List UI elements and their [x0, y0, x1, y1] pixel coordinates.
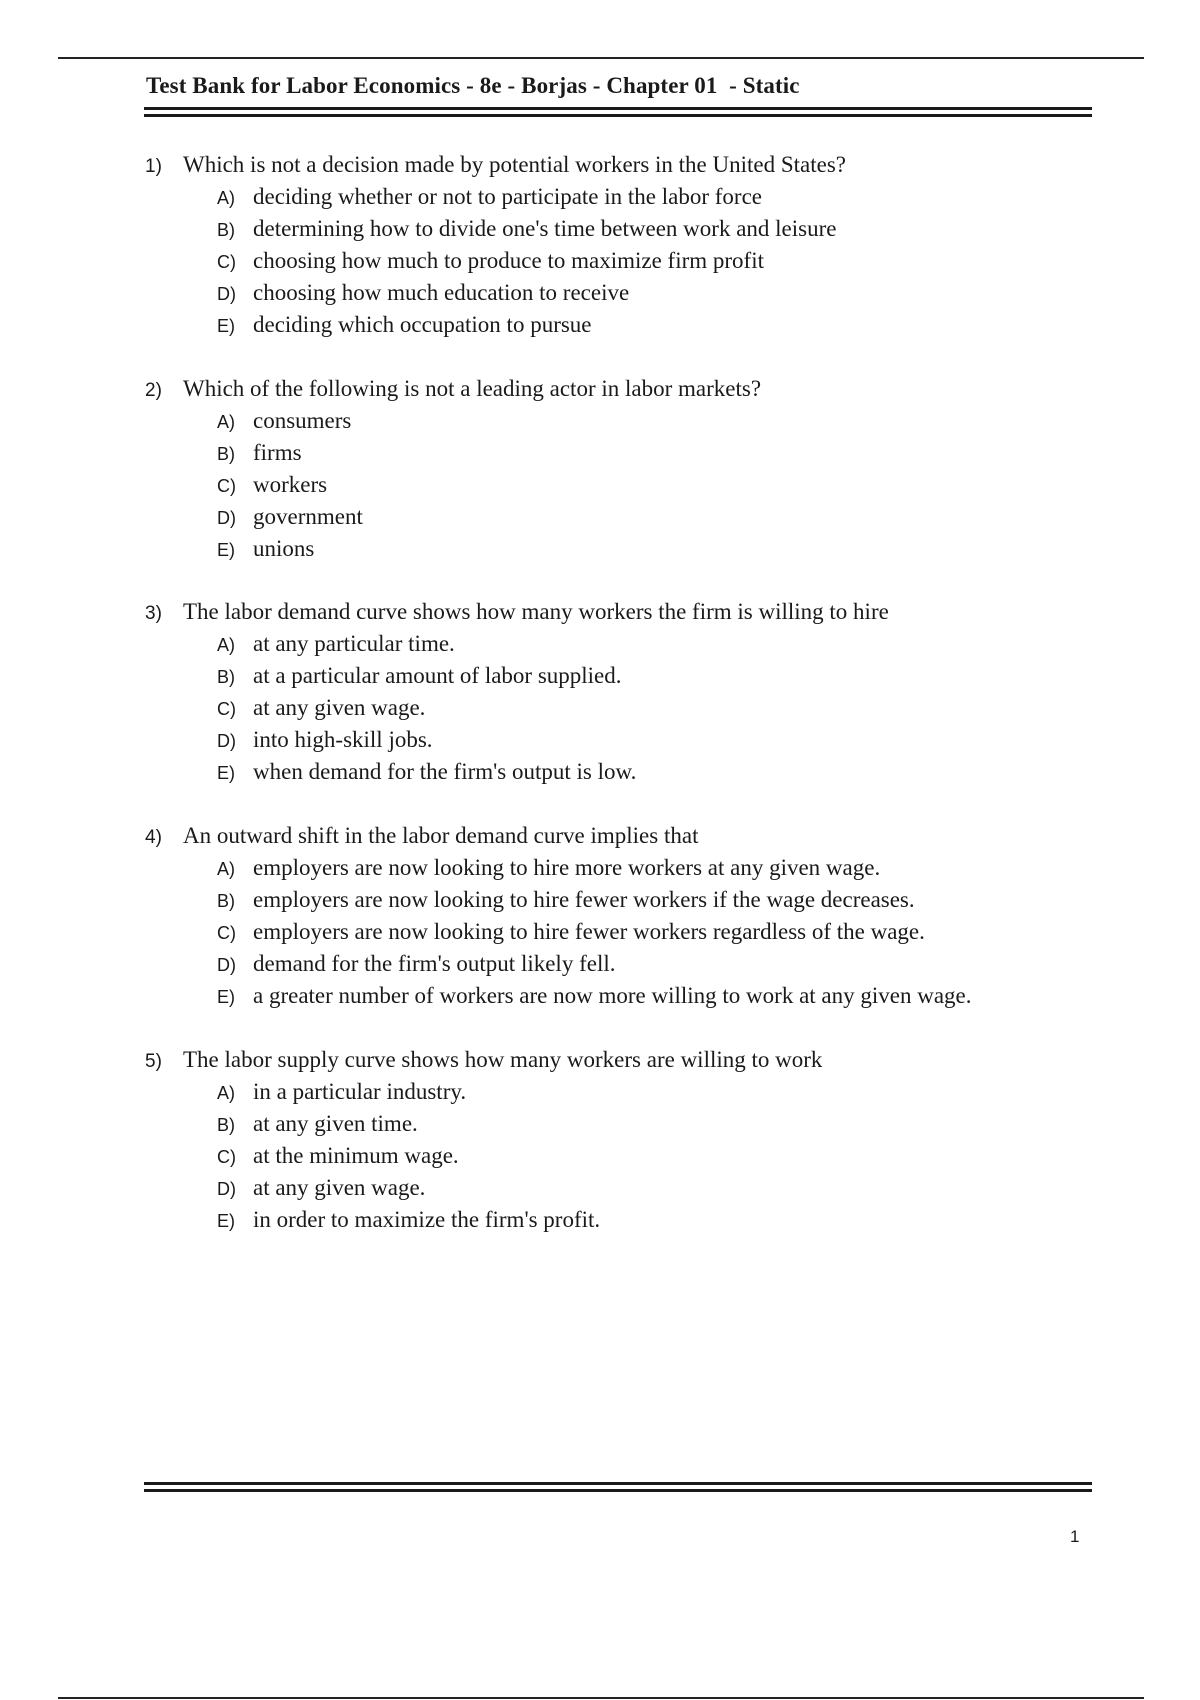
option-letter: C) — [217, 699, 236, 719]
option-letter: C) — [217, 252, 236, 272]
answer-option — [217, 248, 1125, 280]
answer-option — [217, 1175, 1125, 1207]
option-text: in order to maximize the firm's profit. — [253, 1207, 601, 1232]
option-letter: A) — [217, 635, 235, 655]
answer-option — [217, 504, 1125, 536]
question-number: 1) — [145, 156, 162, 177]
question-number: 5) — [145, 1051, 162, 1072]
option-text: employers are now looking to hire fewer workers regardless of the wage. — [253, 919, 925, 944]
option-text: employers are now looking to hire fewer workers if the wage decreases. — [253, 887, 915, 912]
page-title: Test Bank for Labor Economics - 8e - Borjas - Chapter 01 - Static — [146, 73, 800, 98]
answer-option — [217, 759, 1125, 791]
option-text: unions — [253, 536, 315, 561]
option-text: when demand for the firm's output is low. — [253, 759, 637, 784]
option-letter: B) — [217, 891, 235, 911]
answer-option — [217, 1143, 1125, 1175]
option-letter: D) — [217, 955, 236, 975]
answer-option — [217, 1079, 1125, 1111]
question-number: 3) — [145, 603, 162, 624]
answer-option — [217, 184, 1125, 216]
option-letter: B) — [217, 1115, 235, 1135]
question-text: The labor supply curve shows how many workers are willing to work — [183, 1047, 823, 1072]
option-letter: A) — [217, 412, 235, 432]
answer-option — [217, 887, 1125, 919]
question-text: Which is not a decision made by potential workers in the United States? — [183, 152, 847, 177]
question-stem — [145, 376, 1125, 408]
question-2 — [145, 376, 1125, 568]
option-letter: A) — [217, 188, 235, 208]
option-letter: B) — [217, 444, 235, 464]
answer-options — [145, 855, 1125, 1015]
option-letter: C) — [217, 1147, 236, 1167]
option-letter: B) — [217, 667, 235, 687]
answer-option — [217, 1207, 1125, 1239]
option-text: a greater number of workers are now more willing to work at any given wage. — [253, 983, 972, 1008]
answer-options — [145, 184, 1125, 344]
answer-options — [145, 631, 1125, 791]
question-number: 2) — [145, 380, 162, 401]
option-letter: C) — [217, 476, 236, 496]
option-text: at any given time. — [253, 1111, 418, 1136]
option-text: firms — [253, 440, 302, 465]
question-text: An outward shift in the labor demand curve implies that — [183, 823, 699, 848]
answer-option — [217, 312, 1125, 344]
question-number: 4) — [145, 827, 162, 848]
answer-option — [217, 983, 1125, 1015]
answer-option — [217, 280, 1125, 312]
answer-option — [217, 408, 1125, 440]
page-bottom-border — [58, 1697, 1144, 1699]
option-text: at the minimum wage. — [253, 1143, 459, 1168]
answer-option — [217, 855, 1125, 887]
option-text: in a particular industry. — [253, 1079, 467, 1104]
option-text: at any given wage. — [253, 695, 426, 720]
page-top-border — [58, 57, 1144, 59]
page-number: 1 — [1070, 1527, 1080, 1546]
option-letter: E) — [217, 316, 235, 336]
question-5 — [145, 1047, 1125, 1239]
answer-option — [217, 631, 1125, 663]
option-text: employers are now looking to hire more workers at any given wage. — [253, 855, 881, 880]
answer-option — [217, 919, 1125, 951]
option-letter: E) — [217, 1211, 235, 1231]
header-double-rule — [144, 107, 1092, 117]
answer-option — [217, 695, 1125, 727]
answer-option — [217, 951, 1125, 983]
option-letter: C) — [217, 923, 236, 943]
option-letter: E) — [217, 987, 235, 1007]
option-letter: D) — [217, 284, 236, 304]
option-text: at any given wage. — [253, 1175, 426, 1200]
question-text: The labor demand curve shows how many workers the firm is willing to hire — [183, 599, 889, 624]
question-4 — [145, 823, 1125, 1015]
question-stem — [145, 599, 1125, 631]
question-1 — [145, 152, 1125, 344]
question-stem — [145, 1047, 1125, 1079]
answer-options — [145, 1079, 1125, 1239]
answer-option — [217, 727, 1125, 759]
option-text: workers — [253, 472, 328, 497]
option-letter: B) — [217, 220, 235, 240]
answer-option — [217, 663, 1125, 695]
option-text: at a particular amount of labor supplied. — [253, 663, 622, 688]
option-text: deciding whether or not to participate in the labor force — [253, 184, 762, 209]
option-letter: D) — [217, 731, 236, 751]
option-letter: A) — [217, 1083, 235, 1103]
option-text: consumers — [253, 408, 352, 433]
option-text: government — [253, 504, 363, 529]
question-stem — [145, 823, 1125, 855]
option-letter: D) — [217, 1179, 236, 1199]
option-text: choosing how much to produce to maximize firm profit — [253, 248, 764, 273]
option-text: demand for the firm's output likely fell. — [253, 951, 616, 976]
option-text: into high-skill jobs. — [253, 727, 433, 752]
option-text: deciding which occupation to pursue — [253, 312, 592, 337]
footer-double-rule — [144, 1482, 1092, 1492]
answer-option — [217, 216, 1125, 248]
question-text: Which of the following is not a leading actor in labor markets? — [183, 376, 762, 401]
option-text: determining how to divide one's time between work and leisure — [253, 216, 837, 241]
answer-option — [217, 536, 1125, 568]
option-letter: D) — [217, 508, 236, 528]
answer-option — [217, 472, 1125, 504]
option-letter: A) — [217, 859, 235, 879]
question-3 — [145, 599, 1125, 791]
option-text: choosing how much education to receive — [253, 280, 630, 305]
option-letter: E) — [217, 540, 235, 560]
option-text: at any particular time. — [253, 631, 455, 656]
option-letter: E) — [217, 763, 235, 783]
answer-options — [145, 408, 1125, 568]
answer-option — [217, 440, 1125, 472]
answer-option — [217, 1111, 1125, 1143]
question-stem — [145, 152, 1125, 184]
